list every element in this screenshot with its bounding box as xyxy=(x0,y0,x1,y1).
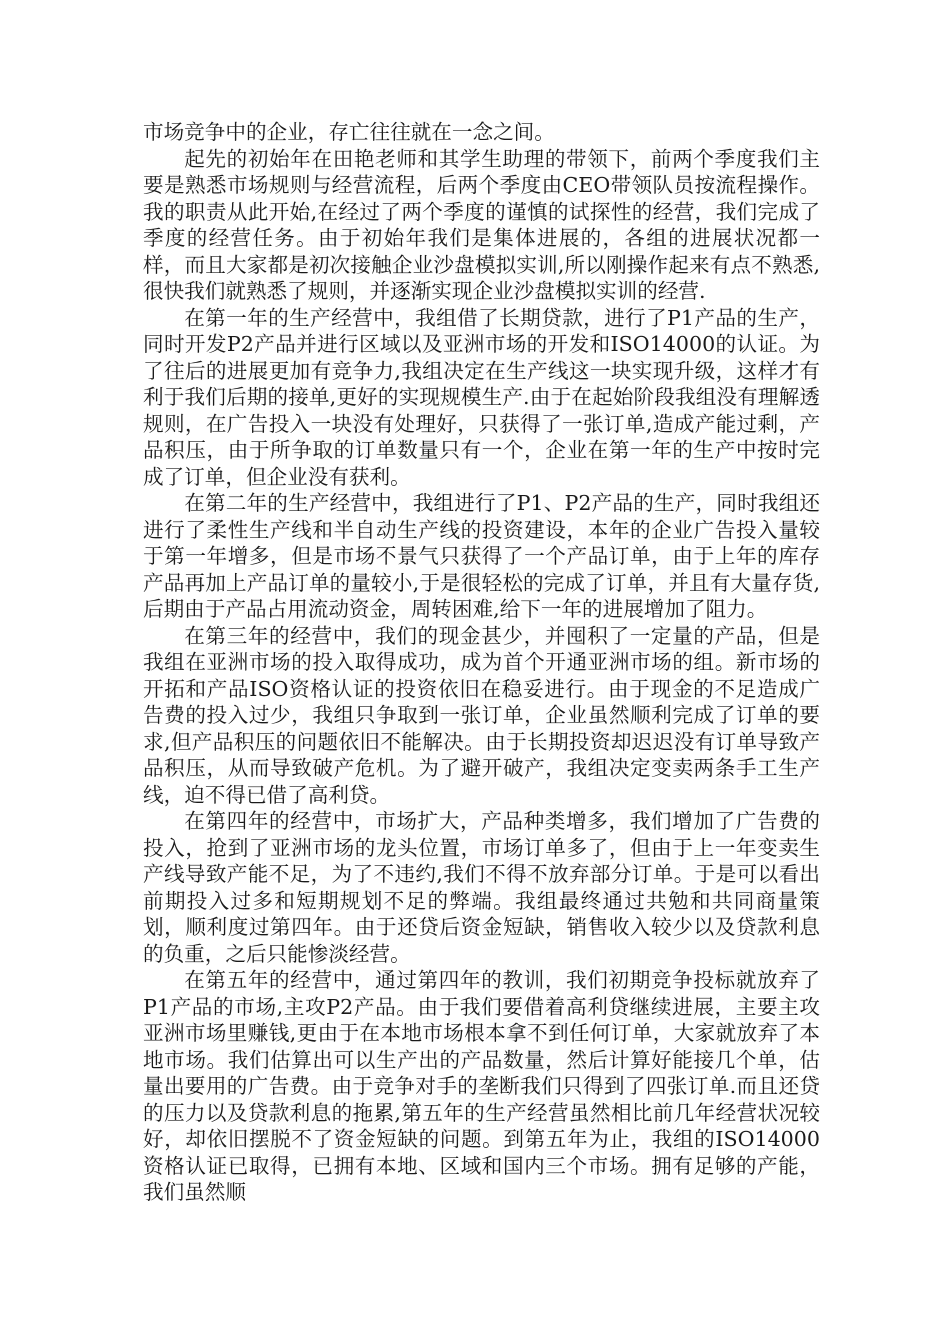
paragraph-year-one: 在第一年的生产经营中，我组借了长期贷款，进行了P1产品的生产，同时开发P2产品并进行区域以及亚洲市场的开发和ISO14000的认证。为了往后的进展更加有竞争力,我组决定在生产线这一块实现升级，这样才有利于我们后期的接单,更好的实现规模生产.由于在起始阶段我组没有理解透规则，在广告投入一块没有处理好，只获得了一张订单,造成产能过剩，产品积压，由于所争取的订单数量只有一个，企业在第一年的生产中按时完成了订单，但企业没有获利。 xyxy=(143,305,820,489)
paragraph-initial-year: 起先的初始年在田艳老师和其学生助理的带领下，前两个季度我们主要是熟悉市场规则与经营流程，后两个季度由CEO带领队员按流程操作。我的职责从此开始,在经过了两个季度的谨慎的试探性的经营，我们完成了季度的经营任务。由于初始年我们是集体进展的，各组的进展状况都一样，而且大家都是初次接触企业沙盘模拟实训,所以刚操作起来有点不熟悉,很快我们就熟悉了规则，并逐渐实现企业沙盘模拟实训的经营. xyxy=(143,146,820,303)
document-body xyxy=(143,119,820,1206)
paragraph-year-two: 在第二年的生产经营中，我组进行了P1、P2产品的生产，同时我组还进行了柔性生产线和半自动生产线的投资建设，本年的企业广告投入量较于第一年增多，但是市场不景气只获得了一个产品订单，由于上年的库存产品再加上产品订单的量较小,于是很轻松的完成了订单，并且有大量存货,后期由于产品占用流动资金，周转困难,给下一年的进展增加了阻力。 xyxy=(143,491,820,621)
paragraph-year-three: 在第三年的经营中，我们的现金甚少，并囤积了一定量的产品，但是我组在亚洲市场的投入取得成功，成为首个开通亚洲市场的组。新市场的开拓和产品ISO资格认证的投资依旧在稳妥进行。由于现金的不足造成广告费的投入过少，我组只争取到一张订单，企业虽然顺利完成了订单的要求,但产品积压的问题依旧不能解决。由于长期投资却迟迟没有订单导致产品积压，从而导致破产危机。为了避开破产，我组决定变卖两条手工生产线，迫不得已借了高利贷。 xyxy=(143,623,820,807)
paragraph-year-four: 在第四年的经营中，市场扩大，产品种类增多，我们增加了广告费的投入，抢到了亚洲市场的龙头位置，市场订单多了，但由于上一年变卖生产线导致产能不足，为了不违约,我们不得不放弃部分订单。于是可以看出前期投入过多和短期规划不足的弊端。我组最终通过共勉和共同商量策划，顺利度过第四年。由于还贷后资金短缺，销售收入较少以及贷款利息的负重，之后只能惨淡经营。 xyxy=(143,809,820,966)
paragraph-year-five: 在第五年的经营中，通过第四年的教训，我们初期竞争投标就放弃了P1产品的市场,主攻P2产品。由于我们要借着高利贷继续进展，主要主攻亚洲市场里赚钱,更由于在本地市场根本拿不到任何订单，大家就放弃了本地市场。我们估算出可以生产出的产品数量，然后计算好能接几个单，估量出要用的广告费。由于竞争对手的垄断我们只得到了四张订单.而且还贷的压力以及贷款利息的拖累,第五年的生产经营虽然相比前几年经营状况较好，却依旧摆脱不了资金短缺的问题。到第五年为止，我组的ISO14000资格认证已取得，已拥有本地、区域和国内三个市场。拥有足够的产能，我们虽然顺 xyxy=(143,968,820,1204)
paragraph-intro: 市场竞争中的企业，存亡往往就在一念之间。 xyxy=(143,120,555,144)
